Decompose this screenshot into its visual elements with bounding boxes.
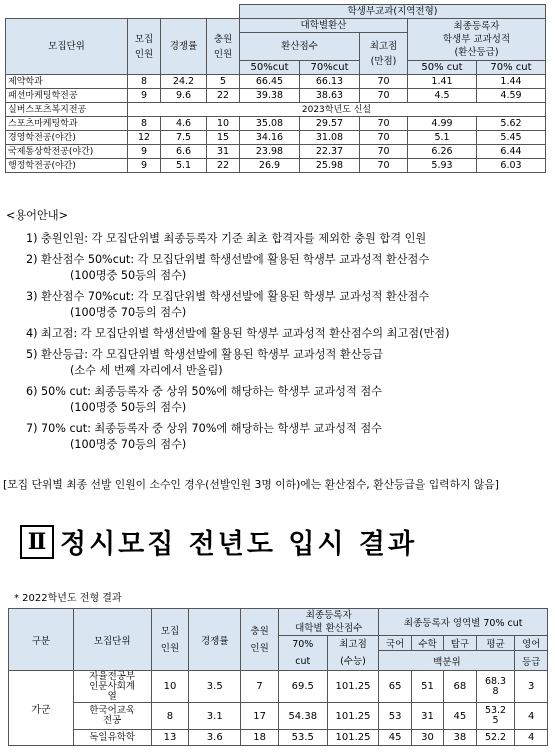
glossary-title: <용어안내> — [6, 209, 68, 222]
score-50: 23.98 — [240, 145, 300, 159]
cut70: 69.5 — [278, 671, 327, 703]
quota: 12 — [128, 131, 161, 145]
grade-70: 4.59 — [477, 89, 546, 103]
glossary-item-2-note: (100명중 50등의 점수) — [70, 269, 187, 282]
rate: 3.5 — [189, 671, 241, 703]
score-70: 38.63 — [300, 89, 360, 103]
table-row — [6, 117, 546, 131]
header-area-cut: 최종등록자 영역별 70% cut — [379, 609, 548, 636]
unit-name: 행정학전공(야간) — [6, 159, 128, 173]
header-grade: 등급 — [515, 651, 548, 671]
glossary-item-3: 3) 환산점수 70%cut: 각 모집단위별 학생선발에 활용된 학생부 교과성적 환산점수 — [26, 290, 430, 303]
math: 51 — [411, 671, 443, 703]
header-unit: 모집단위 — [73, 609, 151, 671]
header-division: 구분 — [9, 609, 74, 671]
header-max: 최고점 (수능) — [327, 636, 379, 671]
quota: 8 — [128, 117, 161, 131]
max: 101.25 — [327, 730, 379, 746]
score-50: 66.45 — [240, 75, 300, 89]
unit-name: 자율전공부 인문사회계 열 — [73, 671, 151, 703]
glossary-item-5-note: (소수 세 번째 자리에서 반올림) — [70, 364, 223, 377]
header-extra: 충원 인원 — [207, 19, 240, 75]
glossary-item-1: 1) 충원인원: 각 모집단위별 최종등록자 기준 최초 합격자를 제외한 충원 합격 인원 — [26, 232, 427, 245]
grade-50: 5.1 — [408, 131, 477, 145]
new-program-notice: 2023학년도 신설 — [128, 103, 546, 117]
max: 70 — [360, 89, 408, 103]
table-row — [9, 703, 548, 730]
unit-name: 경영학전공(야간) — [6, 131, 128, 145]
korean: 45 — [379, 730, 411, 746]
header-cut70: 70% cut — [278, 636, 327, 671]
glossary-item-3-note: (100명중 70등의 점수) — [70, 306, 187, 319]
section-number: Ⅱ — [20, 525, 54, 559]
glossary-item-4: 4) 최고점: 각 모집단위별 학생선발에 활용된 학생부 교과성적 환산점수의 최고점(만점) — [26, 327, 450, 340]
header-rate: 경쟁률 — [189, 609, 241, 671]
unit-name: 패션마케팅학전공 — [6, 89, 128, 103]
header-extra: 충원 인원 — [241, 609, 279, 671]
header-score-50: 50%cut — [240, 61, 300, 75]
quota: 9 — [128, 159, 161, 173]
english: 4 — [515, 730, 548, 746]
header-quota: 모집 인원 — [128, 19, 161, 75]
rate: 4.6 — [161, 117, 207, 131]
inquiry: 38 — [444, 730, 476, 746]
inquiry: 68 — [444, 671, 476, 703]
extra: 5 — [207, 75, 240, 89]
score-70: 29.57 — [300, 117, 360, 131]
quota: 8 — [151, 703, 189, 730]
rate: 24.2 — [161, 75, 207, 89]
early-admission-results-table — [5, 4, 546, 173]
extra: 17 — [241, 703, 279, 730]
grade-50: 4.5 — [408, 89, 477, 103]
header-average: 평균 — [476, 636, 515, 651]
grade-50: 1.41 — [408, 75, 477, 89]
header-grade-70: 70% cut — [477, 61, 546, 75]
extra: 15 — [207, 131, 240, 145]
max: 70 — [360, 117, 408, 131]
division-cell: 가군 — [9, 671, 74, 746]
score-70: 22.37 — [300, 145, 360, 159]
grade-50: 6.26 — [408, 145, 477, 159]
unit-name: 국제통상학전공(야간) — [6, 145, 128, 159]
header-final-registrant: 최종등록자 학생부 교과성적 (환산등급) — [408, 19, 546, 61]
quota: 10 — [151, 671, 189, 703]
quota: 9 — [128, 145, 161, 159]
score-70: 31.08 — [300, 131, 360, 145]
header-conversion: 대학별환산 — [240, 19, 408, 33]
grade-70: 5.45 — [477, 131, 546, 145]
max: 70 — [360, 159, 408, 173]
quota: 8 — [128, 75, 161, 89]
unit-name: 제약학과 — [6, 75, 128, 89]
table-row — [6, 131, 546, 145]
score-50: 39.38 — [240, 89, 300, 103]
table-row — [9, 730, 548, 746]
cut70: 53.5 — [278, 730, 327, 746]
glossary-item-6-note: (100명중 50등의 점수) — [70, 401, 187, 414]
max: 70 — [360, 145, 408, 159]
grade-70: 1.44 — [477, 75, 546, 89]
glossary-item-2: 2) 환산점수 50%cut: 각 모집단위별 학생선발에 활용된 학생부 교과성적 환산점수 — [26, 253, 430, 266]
header-score-70: 70%cut — [300, 61, 360, 75]
score-50: 34.16 — [240, 131, 300, 145]
score-70: 66.13 — [300, 75, 360, 89]
extra: 7 — [241, 671, 279, 703]
korean: 53 — [379, 703, 411, 730]
rate: 3.1 — [189, 703, 241, 730]
average: 53.2 5 — [476, 703, 515, 730]
unit-name: 실버스포츠복지전공 — [6, 103, 128, 117]
average: 68.3 8 — [476, 671, 515, 703]
max: 70 — [360, 75, 408, 89]
header-grade-50: 50% cut — [408, 61, 477, 75]
regular-admission-results-table — [8, 608, 548, 746]
header-inquiry: 탐구 — [444, 636, 476, 651]
extra: 31 — [207, 145, 240, 159]
section-heading — [20, 522, 417, 561]
table-row-new — [6, 103, 546, 117]
math: 30 — [411, 730, 443, 746]
glossary-item-6: 6) 50% cut: 최종등록자 중 상위 50%에 해당하는 학생부 교과성적 점수 — [26, 385, 382, 398]
english: 3 — [515, 671, 548, 703]
grade-70: 6.03 — [477, 159, 546, 173]
grade-70: 5.62 — [477, 117, 546, 131]
footnote: [모집 단위별 최종 선발 인원이 소수인 경우(선발인원 3명 이하)에는 환산점수, 환산등급을 입력하지 않음] — [3, 478, 499, 491]
rate: 5.1 — [161, 159, 207, 173]
header-english: 영어 — [515, 636, 548, 651]
header-rate: 경쟁률 — [161, 19, 207, 75]
max: 101.25 — [327, 671, 379, 703]
extra: 22 — [207, 159, 240, 173]
subtitle: * 2022학년도 전형 결과 — [14, 593, 122, 604]
glossary-item-7-note: (100명중 70등의 점수) — [70, 438, 187, 451]
extra: 10 — [207, 117, 240, 131]
header-math: 수학 — [411, 636, 443, 651]
inquiry: 45 — [444, 703, 476, 730]
header-max: 최고점 (만점) — [360, 33, 408, 75]
max: 101.25 — [327, 703, 379, 730]
quota: 9 — [128, 89, 161, 103]
header-converted: 최종등록자 대학별 환산점수 — [278, 609, 378, 636]
header-unit: 모집단위 — [6, 19, 128, 75]
cut70: 54.38 — [278, 703, 327, 730]
grade-50: 4.99 — [408, 117, 477, 131]
grade-70: 6.44 — [477, 145, 546, 159]
section-title: 정시모집 전년도 입시 결과 — [60, 529, 418, 560]
table-row — [6, 159, 546, 173]
unit-name: 스포츠마케팅학과 — [6, 117, 128, 131]
table-row — [6, 89, 546, 103]
quota: 13 — [151, 730, 189, 746]
header-quota: 모집 인원 — [151, 609, 189, 671]
table-row — [9, 671, 548, 703]
extra: 18 — [241, 730, 279, 746]
english: 4 — [515, 703, 548, 730]
score-50: 35.08 — [240, 117, 300, 131]
glossary-item-5: 5) 환산등급: 각 모집단위별 학생선발에 활용된 학생부 교과성적 환산등급 — [26, 348, 384, 361]
max: 70 — [360, 131, 408, 145]
table-row — [6, 145, 546, 159]
rate: 7.5 — [161, 131, 207, 145]
rate: 3.6 — [189, 730, 241, 746]
unit-name: 한국어교육 전공 — [73, 703, 151, 730]
average: 52.2 — [476, 730, 515, 746]
score-70: 25.98 — [300, 159, 360, 173]
glossary — [6, 207, 551, 453]
math: 31 — [411, 703, 443, 730]
extra: 22 — [207, 89, 240, 103]
glossary-item-7: 7) 70% cut: 최종등록자 중 상위 70%에 해당하는 학생부 교과성적 점수 — [26, 422, 382, 435]
rate: 6.6 — [161, 145, 207, 159]
grade-50: 5.93 — [408, 159, 477, 173]
header-score: 환산점수 — [240, 33, 360, 61]
table-row — [6, 75, 546, 89]
rate: 9.6 — [161, 89, 207, 103]
score-50: 26.9 — [240, 159, 300, 173]
korean: 65 — [379, 671, 411, 703]
header-korean: 국어 — [379, 636, 411, 651]
unit-name: 독일유학학 — [73, 730, 151, 746]
track-header: 학생부교과(지역전형) — [240, 5, 546, 19]
header-percentile: 백분위 — [379, 651, 515, 671]
